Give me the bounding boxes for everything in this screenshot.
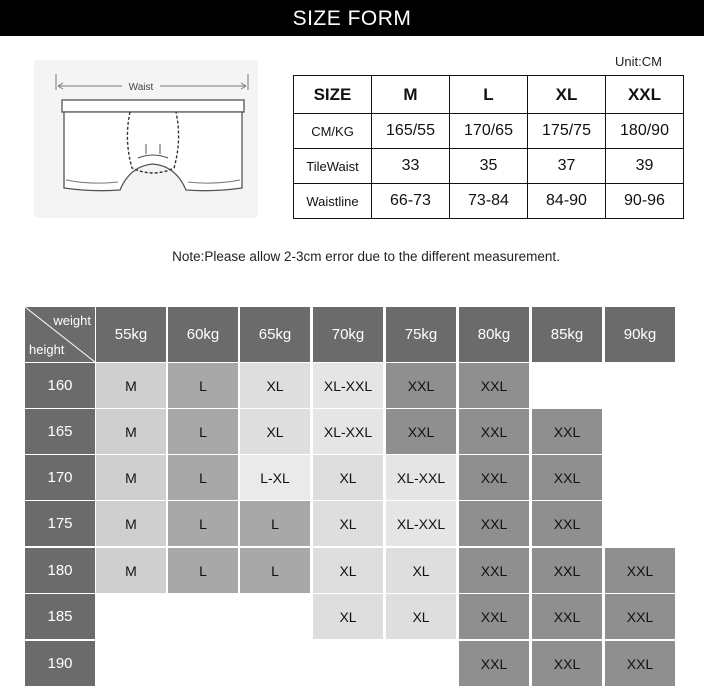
unit-label: Unit:CM [615,54,662,69]
size-cell [532,363,602,408]
size-table-row [294,184,684,219]
size-cell [168,594,238,639]
size-cell: XXL [532,501,602,546]
size-cell: M [96,363,166,408]
size-cell: XXL [605,641,675,686]
size-cell: XL [240,363,310,408]
size-cell: XL-XXL [313,409,383,454]
height-row-label: 165 [25,409,95,454]
size-table-header-cell: XL [528,76,606,114]
size-cell: XXL [459,501,529,546]
weight-header-cell: 80kg [459,307,529,362]
size-cell: XXL [459,548,529,593]
size-table-cell: 180/90 [606,114,684,149]
size-cell: L [168,455,238,500]
size-table-cell: 33 [372,149,450,184]
size-table-header-cell: L [450,76,528,114]
size-cell [605,455,675,500]
size-cell [168,641,238,686]
height-row-label: 160 [25,363,95,408]
height-row-label: 185 [25,594,95,639]
size-cell: XL [313,594,383,639]
size-cell: XL [313,501,383,546]
size-cell: XXL [532,594,602,639]
size-cell: XXL [459,363,529,408]
size-cell [96,641,166,686]
size-table-cell: 84-90 [528,184,606,219]
size-cell: XL [313,455,383,500]
size-cell: XXL [459,455,529,500]
size-cell [605,501,675,546]
size-table-row [294,114,684,149]
size-cell: XXL [459,594,529,639]
weight-header-cell: 65kg [240,307,310,362]
size-table [293,75,684,219]
size-cell: M [96,548,166,593]
size-cell: XL-XXL [313,363,383,408]
size-table-cell: 170/65 [450,114,528,149]
size-cell: XXL [605,548,675,593]
size-cell: XXL [532,409,602,454]
height-corner-label: height [29,342,65,357]
size-table-cell: 90-96 [606,184,684,219]
size-table-row-label: TileWaist [294,149,372,184]
height-row-label: 170 [25,455,95,500]
size-cell: L [240,548,310,593]
size-cell: XL-XXL [386,501,456,546]
size-cell [240,641,310,686]
size-cell: XXL [459,409,529,454]
size-cell: XL [386,594,456,639]
page-title: SIZE FORM [292,7,412,30]
height-row-label: 180 [25,548,95,593]
size-cell: XXL [532,548,602,593]
size-cell: XXL [459,641,529,686]
size-cell: XXL [386,363,456,408]
size-table-header-cell: SIZE [294,76,372,114]
size-cell [605,409,675,454]
waist-label: Waist [128,82,154,93]
size-table-row-label: Waistline [294,184,372,219]
size-table-cell: 175/75 [528,114,606,149]
size-table-header-cell: M [372,76,450,114]
size-table-row-label: CM/KG [294,114,372,149]
size-table-cell: 165/55 [372,114,450,149]
size-cell: L [240,501,310,546]
size-table-row [294,149,684,184]
weight-header-cell: 60kg [168,307,238,362]
size-cell: XL [386,548,456,593]
size-cell: M [96,455,166,500]
size-cell [240,594,310,639]
size-cell: L [168,548,238,593]
size-cell: M [96,409,166,454]
weight-header-cell: 90kg [605,307,675,362]
weight-corner-label: weight [53,313,91,328]
weight-header-cell: 85kg [532,307,602,362]
size-cell: XXL [605,594,675,639]
measurement-note: Note:Please allow 2-3cm error due to the different measurement. [172,249,560,264]
size-cell: XXL [532,455,602,500]
size-cell: XXL [532,641,602,686]
weight-header-cell: 55kg [96,307,166,362]
size-cell: L-XL [240,455,310,500]
weight-header-cell: 70kg [313,307,383,362]
size-cell [605,363,675,408]
size-table-cell: 37 [528,149,606,184]
underwear-illustration [34,60,258,218]
size-cell: L [168,363,238,408]
size-cell: L [168,409,238,454]
size-cell: XL [240,409,310,454]
size-table-header-cell: XXL [606,76,684,114]
grid-corner-cell [25,307,95,362]
size-cell: XL [313,548,383,593]
size-table-header-row [294,76,684,114]
size-cell [96,594,166,639]
size-cell: L [168,501,238,546]
size-cell [386,641,456,686]
size-table-cell: 35 [450,149,528,184]
size-table-cell: 66-73 [372,184,450,219]
size-cell [313,641,383,686]
height-row-label: 190 [25,641,95,686]
height-row-label: 175 [25,501,95,546]
size-cell: M [96,501,166,546]
size-table-cell: 39 [606,149,684,184]
size-cell: XL-XXL [386,455,456,500]
size-cell: XXL [386,409,456,454]
weight-header-cell: 75kg [386,307,456,362]
size-table-cell: 73-84 [450,184,528,219]
weight-height-size-chart [25,307,674,685]
